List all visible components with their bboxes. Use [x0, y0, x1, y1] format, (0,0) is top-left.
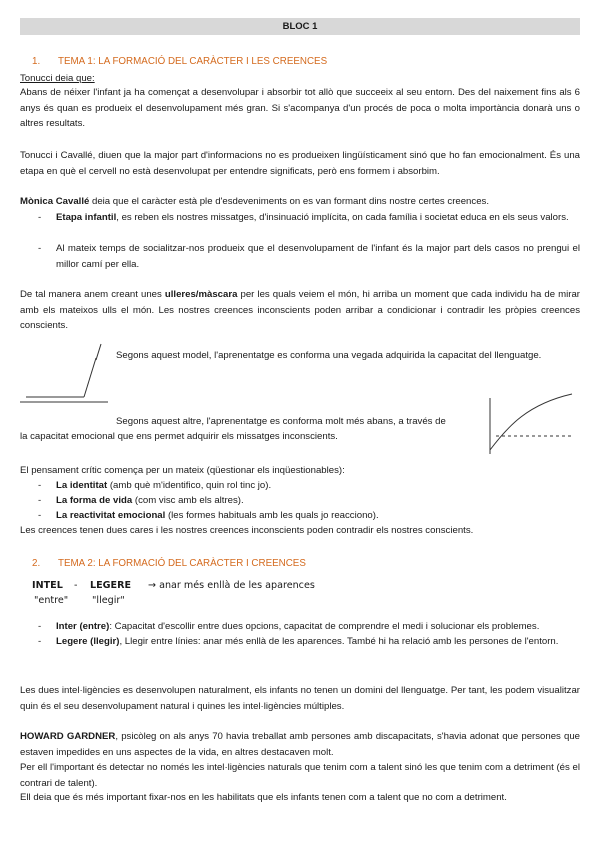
curve-line: [490, 394, 572, 450]
list-item: [38, 478, 580, 494]
paragraph-3: [20, 194, 580, 210]
intel-word: INTEL: [32, 580, 63, 591]
list-item: [38, 493, 580, 509]
model-2-curve: [486, 384, 582, 456]
legere-translation: "llegir": [92, 595, 125, 606]
list-dash: -: [38, 510, 42, 521]
paragraph-8-text: , psicòleg on als anys 70 havia treballat amb persones amb discapacitats, s'havia adonat que persones que estaven impedides en uns aspectes de la vida, en altres destacaven molt.: [20, 731, 580, 758]
section-banner: BLOC 1: [20, 18, 580, 35]
paragraph-6: Les creences tenen dues cares i les nostres creences inconscients poden contradir els nostres conscients.: [20, 525, 474, 536]
list-item-bold: La reactivitat emocional: [56, 510, 166, 521]
legere-word: LEGERE: [90, 580, 132, 591]
model-1-text: Segons aquest model, l'aprenentatge es conforma una vegada adquirida la capacitat del llenguatge.: [116, 350, 542, 361]
list-item: [38, 634, 580, 650]
list-item: [38, 210, 580, 226]
list-item-text: Al mateix temps de socialitzar-nos produeix que el desenvolupament de l'infant és la major part dels casos no prengui el millor camí per ella.: [56, 243, 580, 270]
intel-separator: -: [74, 580, 78, 591]
tonucci-heading: Tonucci deia que:: [20, 73, 95, 84]
tema2-number: 2.: [32, 558, 41, 569]
tema2-title: TEMA 2: LA FORMACIÓ DEL CARÀCTER I CREENCES: [58, 558, 306, 569]
paragraph-4-text-b: per les quals veiem el món, hi arriba un moment que cada individu ha de mirar amb els mateixos ulls el món. Les nostres creences inconscients poden arribar a condicionar i contradir les pròpies creences conscients.: [20, 289, 580, 331]
list-item-bold: La forma de vida: [56, 495, 133, 506]
paragraph-3-text: deia que el caràcter està ple d'esdeveniments on es van formant dins nostre certes creences.: [89, 196, 489, 207]
tema1-number: 1.: [32, 56, 41, 67]
diagram-stroke: [96, 344, 101, 360]
cavalle-name: Mònica Cavallé: [20, 196, 90, 207]
list-dash: -: [38, 495, 42, 506]
list-item-bold: Inter (entre): [56, 621, 110, 632]
paragraph-7: Les dues intel·ligències es desenvolupen naturalment, els infants no tenen un domini del llenguatge. Per tant, les podem visualitzar quin és el seu desenvolupament natural i quines les intel·ligències múltiples.: [20, 685, 580, 712]
gardner-name: HOWARD GARDNER: [20, 731, 116, 742]
list-item: [38, 241, 580, 272]
list-dash: -: [38, 480, 42, 491]
list-item-bold: Etapa infantil: [56, 212, 117, 223]
intel-translation: "entre": [34, 595, 69, 606]
list-item-text: (les formes habituals amb les quals jo reacciono).: [165, 510, 379, 521]
model-2-text-a: Segons aquest altre, l'aprenentatge es conforma molt més abans, a través de: [116, 416, 446, 427]
paragraph-8: [20, 729, 580, 760]
list-dash: -: [38, 621, 42, 632]
paragraph-2: Tonucci i Cavallé, diuen que la major part d'informacions no es produeixen lingüísticament sinó que ho fan emocionalment. És una etapa en què el cervell no està desenvolupat per entendre significats, però ens formem i absorbim.: [20, 150, 580, 177]
paragraph-5: El pensament crític comença per un mateix (qüestionar els inqüestionables):: [20, 465, 345, 476]
list-item: [38, 619, 580, 635]
list-item-text: , Llegir entre línies: anar més enllà de les aparences. També hi ha relació amb les persones de l'entorn.: [119, 636, 559, 647]
paragraph-1: Abans de néixer l'infant ja ha començat a desenvolupar i absorbir tot allò que succeeix al seu entorn. Des del naixement fins als 6 anys és quan es produeix el desenvolupament més gran. Si s'acompanya d'un procés de poca o molta importància donarà uns o altres resultats.: [20, 87, 580, 129]
tema1-title: TEMA 1: LA FORMACIÓ DEL CARÀCTER I LES CREENCES: [58, 56, 328, 67]
list-item-text: (amb què m'identifico, quin rol tinc jo).: [107, 480, 272, 491]
tema1-heading: [32, 56, 327, 67]
list-dash: -: [38, 212, 42, 223]
tema2-heading: [32, 558, 306, 569]
paragraph-10: Ell deia que és més important fixar-nos en les habilitats que els infants tenen com a talent que no com a detriment.: [20, 792, 507, 803]
list-item-bold: La identitat: [56, 480, 108, 491]
list-item-text: : Capacitat d'escollir entre dues opcions, capacitat de comprendre el medi i solucionar els problemes.: [109, 621, 540, 632]
list-dash: -: [38, 243, 42, 254]
paragraph-4: [20, 287, 580, 334]
paragraph-4-text-a: De tal manera anem creant unes: [20, 289, 165, 300]
list-item-text: , es reben els nostres missatges, d'insinuació implícita, on cada família i societat educa en els seus valors.: [116, 212, 569, 223]
intel-meaning: → anar més enllà de les aparences: [148, 580, 315, 591]
list-item: [38, 508, 580, 524]
diagram-stroke: [84, 358, 96, 397]
list-item-text: (com visc amb els altres).: [132, 495, 244, 506]
ulleres-bold: ulleres/màscara: [164, 289, 238, 300]
paragraph-9: Per ell l'important és detectar no només les intel·ligències naturals que tenim com a talent sinó les que tenim com a detriment (és el contrari de talent).: [20, 762, 580, 789]
model-2-text-b: la capacitat emocional que ens permet adquirir els missatges inconscients.: [20, 431, 338, 442]
list-item-bold: Legere (llegir): [56, 636, 120, 647]
model-1-diagram: [20, 340, 120, 406]
list-dash: -: [38, 636, 42, 647]
